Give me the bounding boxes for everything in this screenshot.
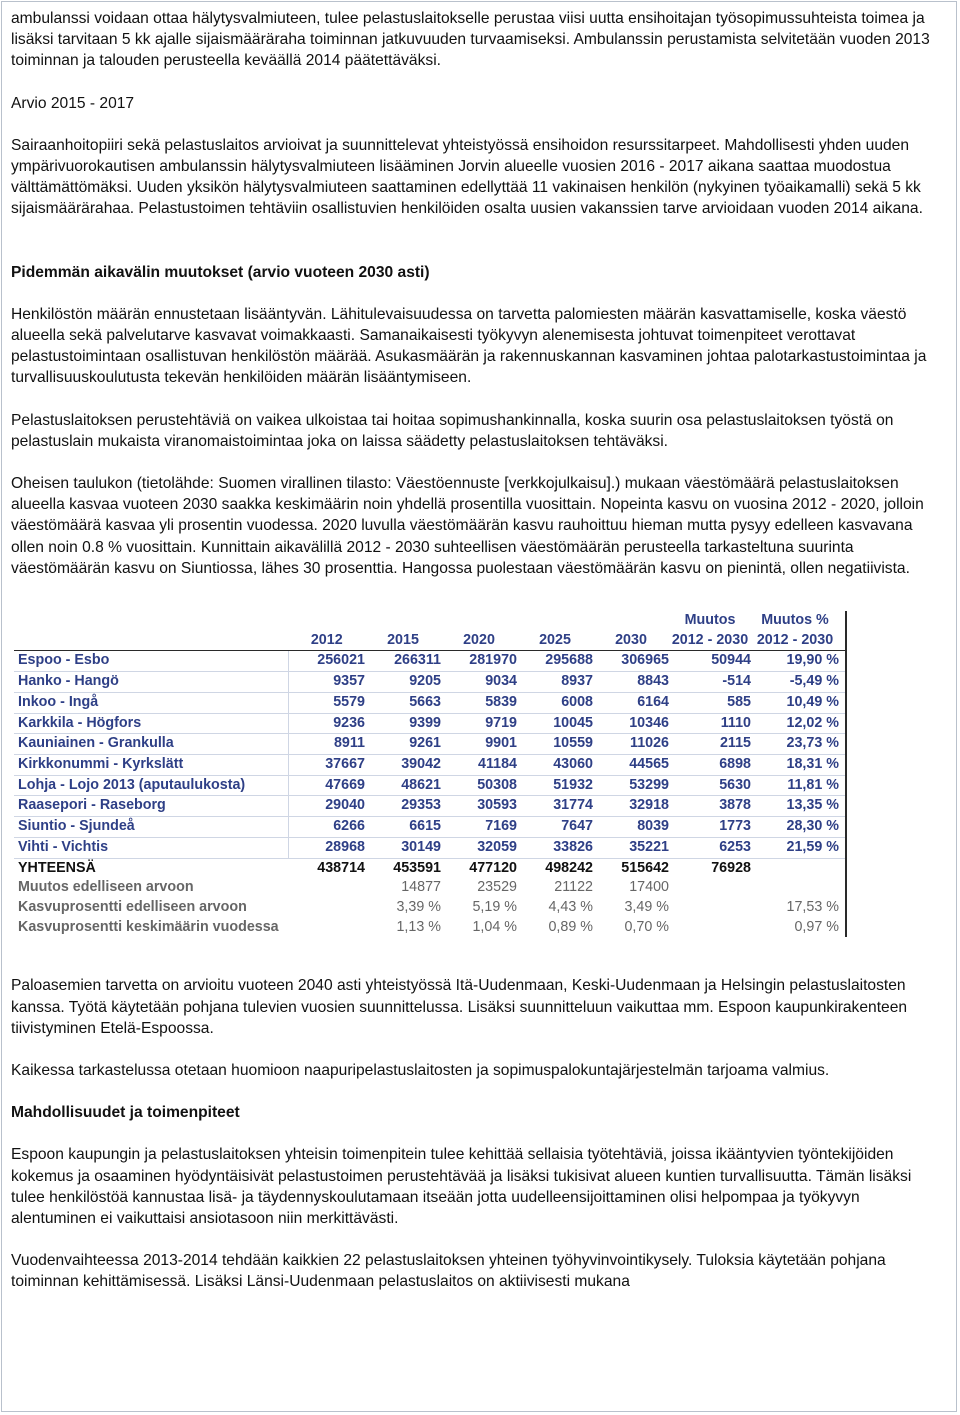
- column-header: 2012 - 2030: [669, 631, 751, 651]
- column-header: 2012 - 2030: [751, 631, 846, 651]
- table-cell: [669, 898, 751, 918]
- paragraph-development: Espoon kaupungin ja pelastuslaitoksen yhteisin toimenpitein tulee kehittää sellaisia työtehtäviä, joissa ikääntyvien työntekijöiden kokemus ja osaaminen hyödyntäisivät pelastustoimen perustehtävää ja lisäksi tukisivat alueen kuntien turvallisuutta. Tämän lisäksi tulee henkilöstöä kannustaa lisä- ja täydennyskoulutamaan itseään jotta uudelleensijoittaminen olisi helpompaa ja työkyvyn alentuminen ei vaikuttaisi ansiotasoon niin merkittävästi.: [11, 1146, 912, 1227]
- table-cell: [289, 898, 366, 918]
- table-cell: 585: [669, 692, 751, 713]
- column-header: 2020: [441, 631, 517, 651]
- table-row: [14, 796, 846, 817]
- table-row: [14, 775, 846, 796]
- table-cell: 53299: [593, 775, 669, 796]
- table-cell: 5839: [441, 692, 517, 713]
- header-change-pct: Muutos %: [751, 611, 846, 631]
- paragraph-population-forecast: Oheisen taulukon (tietolähde: Suomen virallinen tilasto: Väestöennuste [verkkojulkaisu].) mukaan väestömäärä pelastuslaitoksen alueella kasvaa vuoteen 2030 saakka keskimäärin noin yhdellä prosentilla vuosittain. Nopeinta kasvu on vuosina 2012 - 2020, jolloin väestömäärä kasvaa yli prosentin vuodessa. 2020 luvulla väestömäärän kasvu rauhoittuu hieman mutta pysyy edelleen kasvavana ollen noin 0.8 % vuosittain. Kunnittain aikavälillä 2012 - 2030 suhteellisen väestömäärän perusteella tarkasteltuna suurinta väestömäärän kasvu on Siuntiossa, lähes 30 prosenttia. Hangossa puolestaan väestömäärän kasvu on pienintä, ollen negatiivista.: [11, 475, 924, 577]
- table-cell: 0,97 %: [751, 918, 846, 938]
- table-row: [14, 918, 846, 938]
- paragraph-core-tasks: Pelastuslaitoksen perustehtäviä on vaikea ulkoistaa tai hoitaa sopimushankinnalla, koska suurin osa pelastuslaitoksen työstä on pelastuslain mukaista viranomaistoimintaa joka on laissa säädetty pelastuslaitoksen tehtäväksi.: [11, 411, 894, 450]
- table-cell: 8911: [289, 734, 366, 755]
- paragraph-fire-stations: Paloasemien tarvetta on arvioitu vuoteen 2040 asti yhteistyössä Itä-Uudenmaan, Keski-Uudenmaan ja Helsingin pelastuslaitosten kanssa. Työtä käytetään pohjana tulevien vuosien suunnittelussa. Lisäksi suunnitteluun vaikuttaa mm. Espoon kaupunkirakenteen tiivistyminen Etelä-Espoossa.: [11, 977, 908, 1037]
- table-cell: 18,31 %: [751, 754, 846, 775]
- table-cell: 266311: [365, 651, 441, 672]
- table-cell: 2115: [669, 734, 751, 755]
- table-cell: [751, 858, 846, 878]
- table-cell: 498242: [517, 858, 593, 878]
- table-cell: 30593: [441, 796, 517, 817]
- table-cell: 7169: [441, 817, 517, 838]
- table-cell: 5,19 %: [472, 898, 517, 915]
- table-cell: 6164: [593, 692, 669, 713]
- column-header: 2025: [517, 631, 593, 651]
- table-cell: 14877: [401, 879, 441, 896]
- table-cell: 32059: [441, 837, 517, 858]
- table-cell: 9034: [441, 672, 517, 693]
- table-cell: 3878: [669, 796, 751, 817]
- table-cell: [669, 878, 751, 898]
- table-row: [14, 672, 846, 693]
- table-cell: 39042: [365, 754, 441, 775]
- table-row: [14, 898, 846, 918]
- paragraph-resources: Sairaanhoitopiiri sekä pelastuslaitos arvioivat ja suunnittelevat yhteistyössä ensihoidon resurssitarpeet. Mahdollisesti yhden uuden ympärivuorokautisen ambulanssin hälytysvalmiuteen lisääminen Jorvin alueelle vuosien 2016 - 2017 aikana saattaa muodostua välttämättömäksi. Uuden yksikön hälytysvalmiuteen saattaminen edellyttää 11 vakinaisen henkilön (nykyinen työaikamalli) sekä 5 kk sijaismäärärahaa. Pelastustoimen tehtäviin osallistuvien henkilöiden osalta uusien vakanssien tarve arvioidaan vuoden 2014 aikana.: [11, 136, 923, 218]
- table-cell: 1,04 %: [472, 918, 517, 935]
- table-cell: 10,49 %: [751, 692, 846, 713]
- paragraph-wellbeing-survey: Vuodenvaihteessa 2013-2014 tehdään kaikkien 22 pelastuslaitoksen yhteinen työhyvinvointikysely. Tuloksia käytetään pohjana toiminnan kehittämisessä. Lisäksi Länsi-Uudenmaan pelastuslaitos on aktiivisesti mukana: [11, 1252, 886, 1291]
- table-cell: 5579: [289, 692, 366, 713]
- table-cell: 8039: [593, 817, 669, 838]
- table-cell: 11026: [593, 734, 669, 755]
- table-cell: 9901: [441, 734, 517, 755]
- table-cell: 3,49 %: [624, 898, 669, 915]
- table-cell: 1773: [669, 817, 751, 838]
- table-cell: 33826: [517, 837, 593, 858]
- municipality-name: Lohja - Lojo 2013 (aputaulukosta): [14, 775, 289, 796]
- table-cell: 31774: [517, 796, 593, 817]
- table-cell: 6253: [669, 837, 751, 858]
- table-row: [14, 878, 846, 898]
- table-cell: 37667: [289, 754, 366, 775]
- table-cell: 1110: [669, 713, 751, 734]
- municipality-name: Kirkkonummi - Kyrkslätt: [14, 754, 289, 775]
- table-cell: [289, 918, 366, 938]
- table-row: [14, 817, 846, 838]
- table-cell: 6615: [365, 817, 441, 838]
- table-cell: -5,49 %: [751, 672, 846, 693]
- table-cell: 515642: [593, 858, 669, 878]
- table-cell: [751, 878, 846, 898]
- table-cell: 6898: [669, 754, 751, 775]
- table-row: [14, 858, 846, 878]
- table-cell: 50308: [441, 775, 517, 796]
- table-cell: 9719: [441, 713, 517, 734]
- summary-label: Kasvuprosentti edelliseen arvoon: [18, 898, 247, 915]
- table-row: [14, 734, 846, 755]
- table-cell: 11,81 %: [751, 775, 846, 796]
- table-cell: 0,89 %: [548, 918, 593, 935]
- municipality-name: Inkoo - Ingå: [14, 692, 289, 713]
- table-cell: 10045: [517, 713, 593, 734]
- paragraph-estimate-title: Arvio 2015 - 2017: [11, 94, 135, 112]
- table-cell: 477120: [441, 858, 517, 878]
- paragraph-neighbours: Kaikessa tarkastelussa otetaan huomioon naapuripelastuslaitosten ja sopimuspalokuntajärjestelmän tarjoama valmius.: [11, 1061, 830, 1079]
- table-cell: 9261: [365, 734, 441, 755]
- total-label: YHTEENSÄ: [14, 858, 289, 878]
- table-cell: 6266: [289, 817, 366, 838]
- table-cell: 12,02 %: [751, 713, 846, 734]
- column-header: 2012: [289, 631, 366, 651]
- table-row: [14, 692, 846, 713]
- table-row: [14, 713, 846, 734]
- table-cell: 23529: [477, 879, 517, 896]
- table-cell: 438714: [289, 858, 366, 878]
- table-cell: 295688: [517, 651, 593, 672]
- table-cell: 3,39 %: [396, 898, 441, 915]
- table-cell: 10346: [593, 713, 669, 734]
- table-cell: 9205: [365, 672, 441, 693]
- table-cell: 21122: [554, 879, 593, 896]
- table-cell: 23,73 %: [751, 734, 846, 755]
- header-change: Muutos: [684, 612, 736, 629]
- municipality-name: Espoo - Esbo: [14, 651, 289, 672]
- table-cell: 9357: [289, 672, 366, 693]
- table-cell: 17400: [629, 879, 669, 896]
- table-cell: 5663: [365, 692, 441, 713]
- heading-long-term-changes: Pidemmän aikavälin muutokset (arvio vuoteen 2030 asti): [11, 263, 430, 281]
- table-cell: 35221: [593, 837, 669, 858]
- table-cell: 29353: [365, 796, 441, 817]
- heading-opportunities: Mahdollisuudet ja toimenpiteet: [11, 1104, 240, 1122]
- table-cell: 5630: [669, 775, 751, 796]
- table-cell: 43060: [517, 754, 593, 775]
- table-cell: 0,70 %: [624, 918, 669, 935]
- table-cell: 28,30 %: [751, 817, 846, 838]
- table-cell: 10559: [517, 734, 593, 755]
- column-header: 2015: [365, 631, 441, 651]
- table-cell: 19,90 %: [751, 651, 846, 672]
- table-cell: 29040: [289, 796, 366, 817]
- table-cell: 1,13 %: [396, 918, 441, 935]
- table-cell: 30149: [365, 837, 441, 858]
- paragraph-ambulance: ambulanssi voidaan ottaa hälytysvalmiuteen, tulee pelastuslaitokselle perustaa viisi uutta ensihoitajan työsopimussuhteista toimea ja lisäksi tarvitaan 5 kk ajalle sijaismääräraha toiminnan jatkuvuuden turvaamiseksi. Ambulanssin perustamista selvitetään vuoden 2013 toiminnan ja talouden perusteella keväällä 2014 päätettäväksi.: [11, 10, 930, 70]
- table-cell: 6008: [517, 692, 593, 713]
- municipality-name: Vihti - Vichtis: [14, 837, 289, 858]
- table-cell: 44565: [593, 754, 669, 775]
- paragraph-staff-forecast: Henkilöstön määrän ennustetaan lisääntyvän. Lähitulevaisuudessa on tarvetta palomiesten määrän kasvattamiselle, koska väestö alueella sekä palvelutarve kasvavat voimakkaasti. Samanaikaisesti työkyvyn alenemisesta johtuvat toimenpiteet verottavat pelastustoimintaan osallistuvan henkilöstön määrää. Asukasmäärän ja rakennuskannan kasvaminen johtaa palotarkastustoimintaa ja turvallisuuskoulutusta tekevän henkilöiden määrän lisääntymiseen.: [11, 305, 927, 387]
- table-cell: 51932: [517, 775, 593, 796]
- table-row: [14, 754, 846, 775]
- population-table: [14, 611, 847, 937]
- table-cell: 7647: [517, 817, 593, 838]
- table-cell: 8843: [593, 672, 669, 693]
- population-table-wrap: [14, 611, 866, 937]
- municipality-name: Raasepori - Raseborg: [14, 796, 289, 817]
- table-cell: 76928: [669, 858, 751, 878]
- table-cell: 13,35 %: [751, 796, 846, 817]
- municipality-name: Siuntio - Sjundeå: [14, 817, 289, 838]
- table-cell: 9399: [365, 713, 441, 734]
- table-cell: 28968: [289, 837, 366, 858]
- table-cell: 17,53 %: [751, 898, 846, 918]
- table-cell: 8937: [517, 672, 593, 693]
- table-cell: 50944: [669, 651, 751, 672]
- table-cell: -514: [669, 672, 751, 693]
- table-cell: 4,43 %: [548, 898, 593, 915]
- table-cell: 9236: [289, 713, 366, 734]
- municipality-name: Karkkila - Högfors: [14, 713, 289, 734]
- table-row: [14, 651, 846, 672]
- table-cell: 32918: [593, 796, 669, 817]
- table-cell: 48621: [365, 775, 441, 796]
- document-body: [11, 8, 946, 1293]
- table-cell: [669, 918, 751, 938]
- table-cell: [289, 878, 366, 898]
- table-cell: 256021: [289, 651, 366, 672]
- table-cell: 306965: [593, 651, 669, 672]
- table-cell: 47669: [289, 775, 366, 796]
- summary-label: Muutos edelliseen arvoon: [18, 879, 194, 896]
- table-cell: 281970: [441, 651, 517, 672]
- municipality-name: Hanko - Hangö: [14, 672, 289, 693]
- table-cell: 21,59 %: [751, 837, 846, 858]
- summary-label: Kasvuprosentti keskimäärin vuodessa: [18, 918, 279, 935]
- table-cell: 41184: [441, 754, 517, 775]
- municipality-name: Kauniainen - Grankulla: [14, 734, 289, 755]
- column-header: 2030: [593, 631, 669, 651]
- table-row: [14, 837, 846, 858]
- table-cell: 453591: [365, 858, 441, 878]
